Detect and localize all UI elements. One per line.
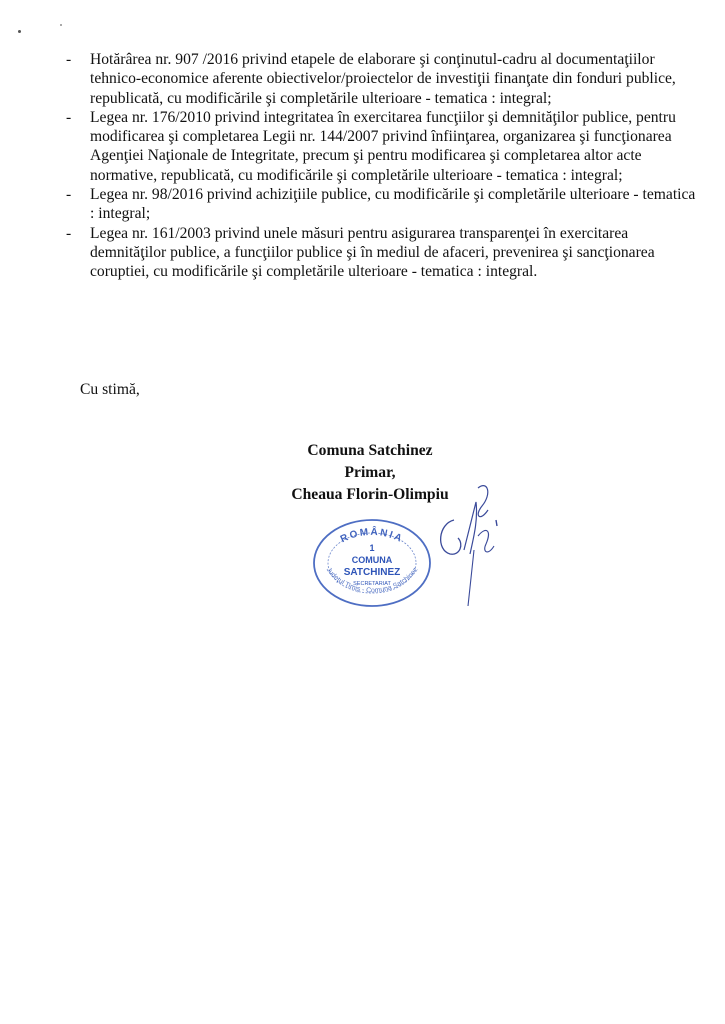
- closing-greeting: Cu stimă,: [80, 381, 140, 398]
- list-item-text: Legea nr. 98/2016 privind achiziţiile publice, cu modificările şi completările ulterioare - tematica : integral;: [90, 186, 696, 223]
- scan-artifact: [18, 30, 21, 33]
- stamp-number: 1: [369, 543, 375, 553]
- list-item: [66, 224, 696, 282]
- list-item: [66, 185, 696, 224]
- official-stamp: [309, 517, 435, 609]
- list-item: [66, 50, 696, 108]
- scan-artifact: [60, 24, 62, 26]
- list-item-text: Hotărârea nr. 907 /2016 privind etapele de elaborare şi conţinutul-cadru al documentaţiilor tehnico-economice aferente obiectivelor/proiectelor de investiţii finanţate din fonduri publice, republicată, cu modificările şi completările ulterioare - tematica : integral;: [90, 51, 676, 107]
- legislation-list: [66, 50, 696, 282]
- list-item-text: Legea nr. 161/2003 privind unele măsuri pentru asigurarea transparenţei în exercitarea demnităţilor publice, a funcţiilor publice şi în mediul de afaceri, prevenirea şi sancţionarea coruptiei, cu modificările şi completările ulterioare - tematica : integral.: [90, 224, 655, 281]
- signature-name: Cheaua Florin-Olimpiu: [291, 486, 449, 503]
- list-marker: -: [66, 186, 72, 204]
- signature-role: Primar,: [344, 464, 396, 481]
- handwritten-signature: [430, 480, 510, 610]
- stamp-line2: SATCHINEZ: [343, 567, 401, 578]
- list-marker: -: [66, 51, 72, 68]
- list-marker: -: [66, 108, 72, 126]
- stamp-top-arc: ROMÂNIA: [338, 526, 406, 546]
- list-marker: -: [66, 224, 72, 242]
- list-item-text: Legea nr. 176/2010 privind integritatea în exercitarea funcţiilor şi demnităţilor publice, pentru modificarea şi completarea Legii nr. 144/2007 privind înfiinţarea, organizarea şi funcţionarea Agenţiei Naţionale de Integritate, precum şi pentru modificarea şi completarea altor acte normative, republicată, cu modificările şi completările ulterioare - tematica : integral;: [90, 108, 676, 184]
- signature-institution: Comuna Satchinez: [307, 442, 433, 459]
- list-item: [66, 108, 696, 185]
- stamp-bottom-arc: Judeţul Timiş - Comuna Satchinez: [324, 566, 420, 595]
- stamp-line1: COMUNA: [351, 555, 393, 565]
- stamp-line3: SECRETARIAT: [353, 581, 391, 587]
